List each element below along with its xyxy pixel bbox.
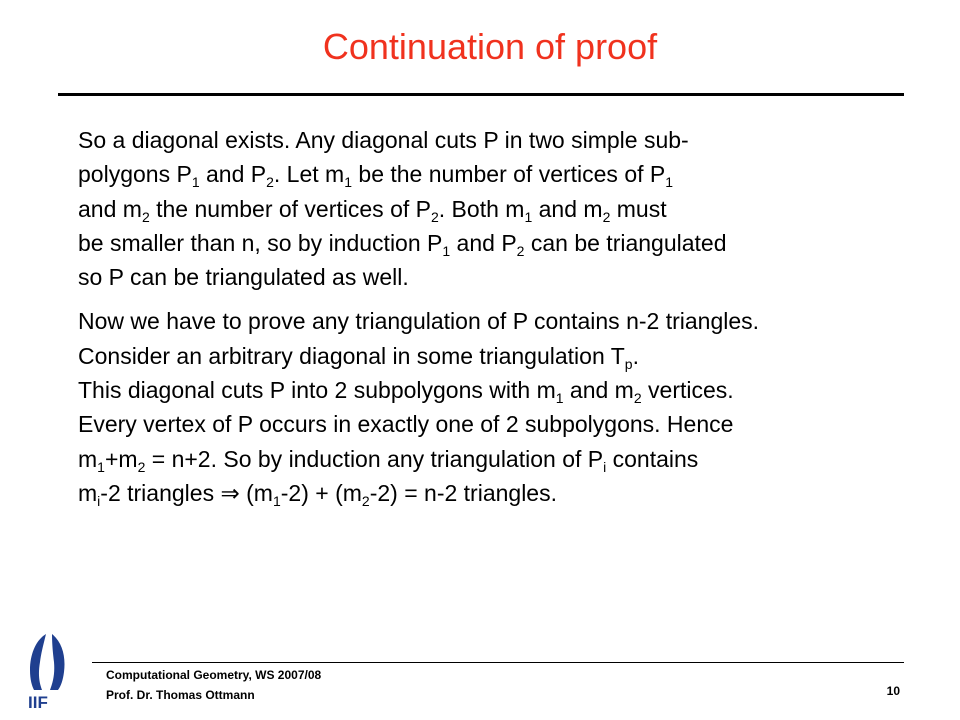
- text-line: $m_i-2$ triangles ⇒ $(m_1-2) + (m_2-2) = n-2$ triangles.: [78, 479, 557, 509]
- slide-title: Continuation of proof: [322, 26, 658, 67]
- svg-text:IIF: IIF: [28, 693, 48, 710]
- course-label: Computational Geometry, WS 2007/08: [106, 668, 322, 682]
- footer-divider: [92, 662, 904, 663]
- page-number: 10: [886, 684, 900, 698]
- text-line: Now we have to prove any triangulation of P contains n-2 triangles.: [78, 308, 760, 335]
- implies-arrow-icon: ⇒: [220, 479, 240, 506]
- text-line: polygons $P_1$ and $P_2$. Let $m_1$ be the number of vertices of $P_1$: [78, 161, 674, 191]
- text-line: Every vertex of P occurs in exactly one of 2 subpolygons. Hence: [78, 411, 734, 438]
- text-line: This diagonal cuts P into 2 subpolygons with $m_1$ and $m_2$ vertices.: [78, 377, 734, 407]
- text-line: and $m_2$ the number of vertices of $P_2$. Both $m_1$ and $m_2$ must: [78, 195, 667, 225]
- paragraph-2: [78, 304, 918, 510]
- text-line: So a diagonal exists. Any diagonal cuts P in two simple sub-: [78, 127, 689, 153]
- text-line: so P can be triangulated as well.: [78, 264, 409, 291]
- author-label: Prof. Dr. Thomas Ottmann: [106, 688, 255, 702]
- text-line: $m_1+m_2 = n+2$. So by induction any triangulation of $P_i$ contains: [78, 445, 699, 475]
- text-line: be smaller than n, so by induction $P_1$ and $P_2$ can be triangulated: [78, 229, 727, 259]
- title-divider: [58, 93, 904, 96]
- iif-logo: [22, 632, 78, 715]
- slide-body: [78, 123, 918, 510]
- footer: [106, 665, 321, 705]
- text-line: Consider an arbitrary diagonal in some triangulation $T_p$.: [78, 342, 639, 372]
- paragraph-1: [78, 123, 918, 294]
